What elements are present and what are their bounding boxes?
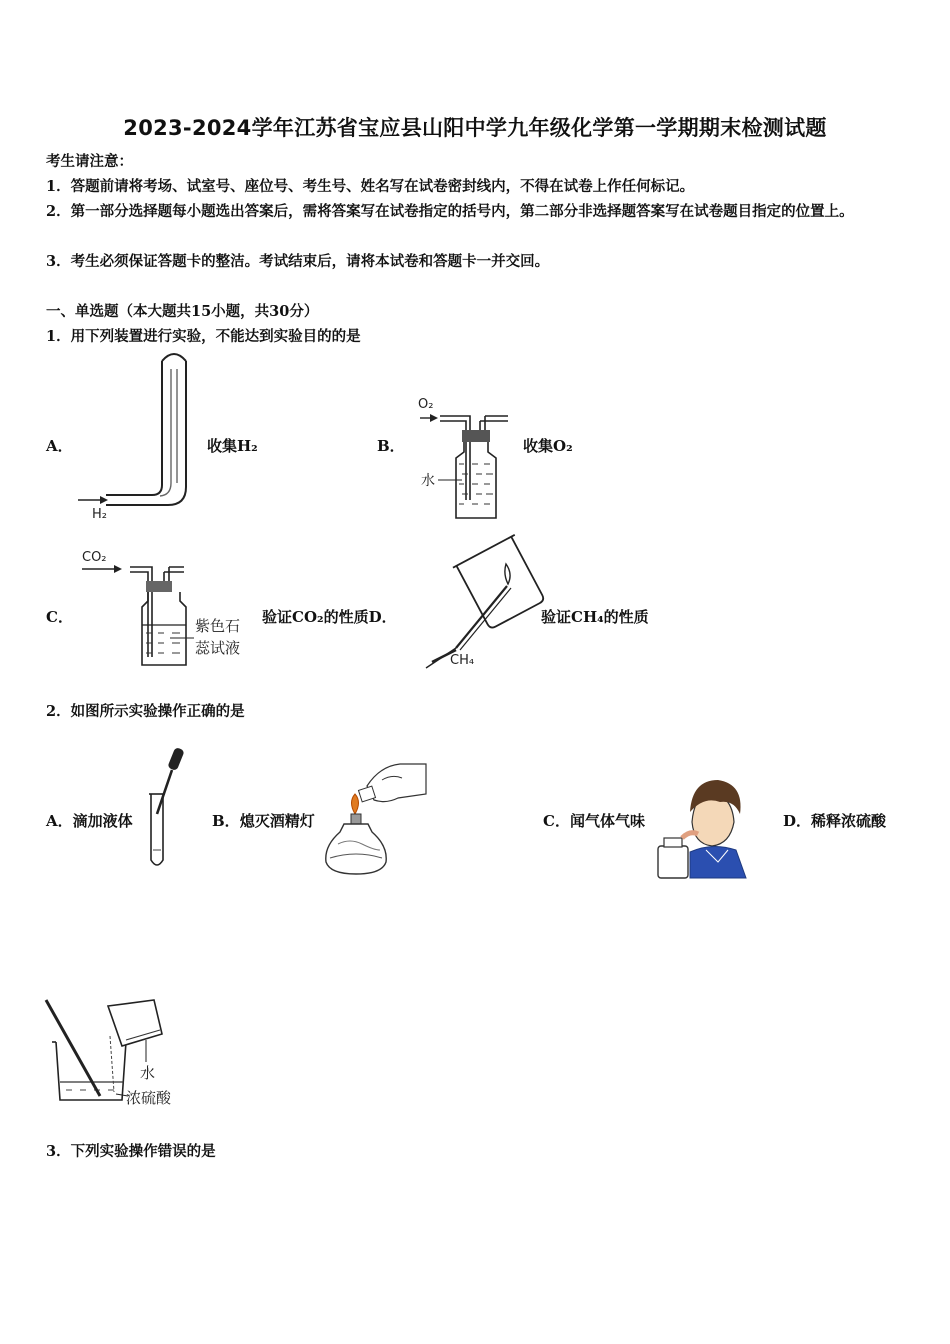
notice-item-1: 1．答题前请将考场、试室号、座位号、考生号、姓名写在试卷密封线内，不得在试卷上作任何标记。 [46, 178, 695, 195]
notice-item-2: 2．第一部分选择题每小题选出答案后，需将答案写在试卷指定的括号内，第二部分非选择题答案写在试卷题目指定的位置上。 [46, 203, 854, 220]
q2-option-a-letter: A． [46, 812, 73, 830]
q1-c-bottle-figure [80, 545, 255, 670]
q1-option-b-letter[interactable]: B． [377, 437, 405, 455]
question-3-stem: 3．下列实验操作错误的是 [46, 1143, 216, 1160]
page-title: 2023-2024学年江苏省宝应县山阳中学九年级化学第一学期期末检测试题 [123, 116, 827, 140]
q2-option-c-label[interactable] [543, 810, 645, 831]
q1-option-c-letter[interactable]: C． [46, 608, 73, 626]
q1-d-beaker-figure[interactable] [420, 540, 545, 675]
section-heading: 一、单选题（本大题共15小题，共30分） [46, 303, 319, 320]
q1-option-b-text: 收集O₂ [523, 437, 573, 455]
q2-option-b-letter: B． [212, 812, 240, 830]
q1-a-tube-figure [70, 355, 200, 525]
q2-c-smell-figure [656, 772, 748, 880]
q2-d-dilution-figure [42, 996, 182, 1108]
q1-c-litmus-label-1: 紫色石 [195, 617, 241, 635]
q2-a-dropper-figure [145, 748, 190, 873]
q1-d-ch4-label: CH₄ [450, 653, 475, 668]
q2-d-water-label: 水 [140, 1064, 156, 1082]
q2-option-b-label[interactable] [212, 810, 315, 831]
q1-b-water-label: 水 [421, 473, 435, 489]
q2-option-d-label[interactable] [783, 810, 886, 831]
q1-c-litmus-label-2: 蕊试液 [195, 639, 241, 657]
q1-b-o2-label: O₂ [418, 397, 434, 412]
q2-option-d-text: 稀释浓硫酸 [811, 812, 887, 830]
q2-d-acid-label: 浓硫酸 [126, 1089, 172, 1107]
question-2-stem: 2．如图所示实验操作正确的是 [46, 703, 245, 720]
q1-option-a-text: 收集H₂ [207, 437, 258, 455]
q2-option-d-letter: D． [783, 812, 812, 830]
q2-option-a-label[interactable] [46, 810, 133, 831]
notice-item-3: 3．考生必须保证答题卡的整洁。考试结束后，请将本试卷和答题卡一并交回。 [46, 253, 550, 270]
notice-heading: 考生请注意： [46, 153, 133, 170]
q1-option-d-text: 验证CH₄的性质 [541, 608, 649, 626]
q1-c-co2-label: CO₂ [82, 550, 107, 565]
q2-option-c-letter: C． [543, 812, 570, 830]
q1-a-h2-label: H₂ [92, 507, 107, 522]
q2-option-c-text: 闻气体气味 [569, 812, 645, 830]
q1-option-a-letter[interactable]: A． [46, 437, 73, 455]
q2-option-b-text: 熄灭酒精灯 [239, 812, 315, 830]
q2-b-alcohol-lamp-figure [322, 758, 427, 880]
question-1-stem: 1．用下列装置进行实验，不能达到实验目的的是 [46, 328, 361, 345]
q1-option-c-text: 验证CO₂的性质D． [262, 608, 397, 626]
q1-b-bottle-figure [418, 390, 528, 525]
q2-option-a-text: 滴加液体 [72, 812, 133, 830]
